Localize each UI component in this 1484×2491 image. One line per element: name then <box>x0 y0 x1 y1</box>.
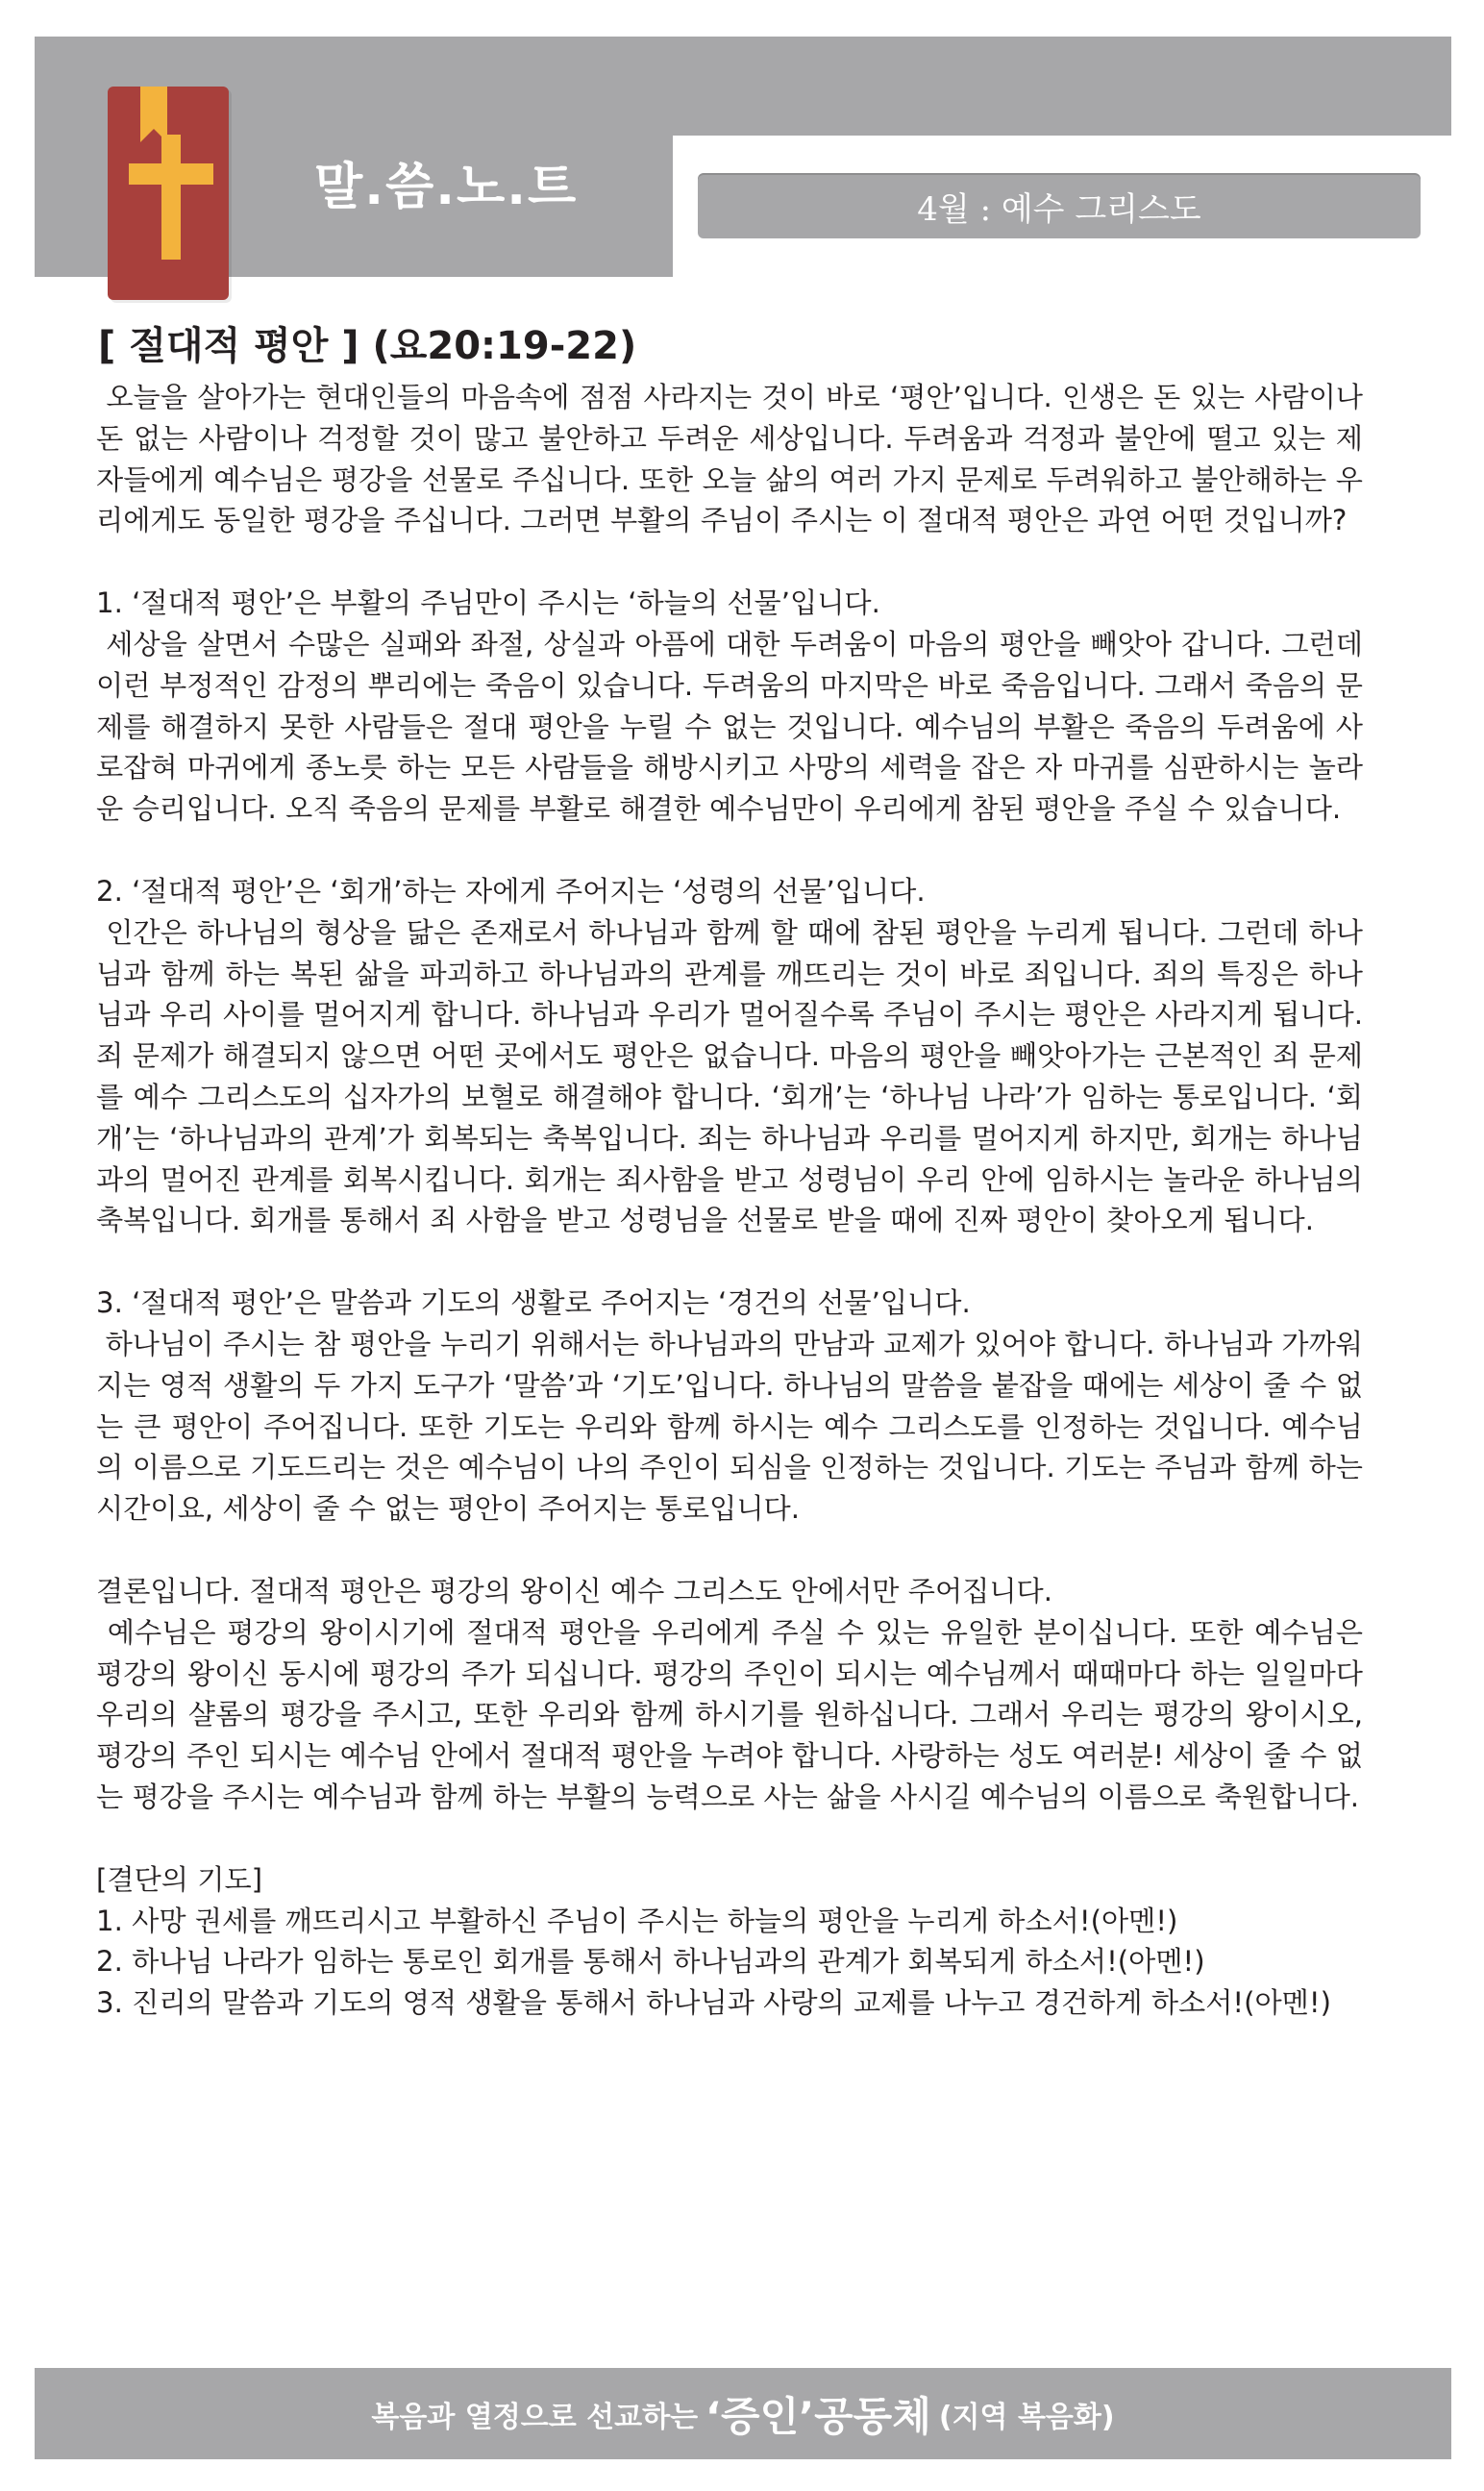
footer-highlight: ‘증인’공동체 <box>705 2392 931 2440</box>
footer-suffix: (지역 복음화) <box>938 2400 1115 2434</box>
conclusion-heading: 결론입니다. 절대적 평안은 평강의 왕이신 예수 그리스도 안에서만 주어집니다. <box>96 1574 1053 1607</box>
prayer-heading: [결단의 기도] <box>96 1862 263 1896</box>
footer-prefix: 복음과 열정으로 선교하는 <box>371 2400 699 2434</box>
point3-paragraph: 하나님이 주시는 참 평안을 누리기 위해서는 하나님과의 만남과 교제가 있어야 합니다. 하나님과 가까워지는 영적 생활의 두 가지 도구가 ‘말씀’과 ‘기도’입니다. 하나님의 말씀을 붙잡을 때에는 세상이 줄 수 없는 큰 평안이 주어집니다. 또한 기도는 우리와 함께 하시는 예수 그리스도를 인정하는 것입니다. 예수님의 이름으로 기도드리는 것은 예수님이 나의 주인이 되심을 인정하는 것입니다. 기도는 주님과 함께 하는 시간이요, 세상이 줄 수 없는 평안이 주어지는 통로입니다. <box>96 1327 1364 1526</box>
prayer-item: 3. 진리의 말씀과 기도의 영적 생활을 통해서 하나님과 사랑의 교제를 나누고 경건하게 하소서!(아멘!) <box>96 1986 1331 2020</box>
bible-icon <box>108 87 229 300</box>
footer-banner <box>35 2368 1451 2459</box>
point2-heading: 2. ‘절대적 평안’은 ‘회개’하는 자에게 주어지는 ‘성령의 선물’입니다. <box>96 874 926 908</box>
intro-paragraph: 오늘을 살아가는 현대인들의 마음속에 점점 사라지는 것이 바로 ‘평안’입니다. 인생은 돈 있는 사람이나 돈 없는 사람이나 걱정할 것이 많고 불안하고 두려운 세상입니다. 두려움과 걱정과 불안에 떨고 있는 제자들에게 예수님은 평강을 선물로 주십니다. 또한 오늘 삶의 여러 가지 문제로 두려워하고 불안해하는 우리에게도 동일한 평강을 주십니다. 그러면 부활의 주님이 주시는 이 절대적 평안은 과연 어떤 것입니까? <box>96 381 1363 537</box>
month-label-text: 4월 : 예수 그리스도 <box>917 189 1201 229</box>
point3-heading: 3. ‘절대적 평안’은 말씀과 기도의 생활로 주어지는 ‘경건의 선물’입니다. <box>96 1286 971 1320</box>
point1-paragraph: 세상을 살면서 수많은 실패와 좌절, 상실과 아픔에 대한 두려움이 마음의 평안을 빼앗아 갑니다. 그런데 이런 부정적인 감정의 뿌리에는 죽음이 있습니다. 두려움의 마지막은 바로 죽음입니다. 그래서 죽음의 문제를 해결하지 못한 사람들은 절대 평안을 누릴 수 없는 것입니다. 예수님의 부활은 죽음의 두려움에 사로잡혀 마귀에게 종노릇 하는 모든 사람들을 해방시키고 사망의 세력을 잡은 자 마귀를 심판하시는 놀라운 승리입니다. 오직 죽음의 문제를 부활로 해결한 예수님만이 우리에게 참된 평안을 주실 수 있습니다. <box>96 627 1363 826</box>
bookmark-icon <box>140 87 167 129</box>
month-label <box>698 173 1421 238</box>
point1-heading: 1. ‘절대적 평안’은 부활의 주님만이 주시는 ‘하늘의 선물’입니다. <box>96 586 880 620</box>
app-title: 말.씀.노.트 <box>314 159 579 216</box>
point2-paragraph: 인간은 하나님의 형상을 닮은 존재로서 하나님과 함께 할 때에 참된 평안을 누리게 됩니다. 그런데 하나님과 함께 하는 복된 삶을 파괴하고 하나님과의 관계를 깨뜨리는 것이 바로 죄입니다. 죄의 특징은 하나님과 우리 사이를 멀어지게 합니다. 하나님과 우리가 멀어질수록 주님이 주시는 평안은 사라지게 됩니다. 죄 문제가 해결되지 않으면 어떤 곳에서도 평안은 없습니다. 마음의 평안을 빼앗아가는 근본적인 죄 문제를 예수 그리스도의 십자가의 보혈로 해결해야 합니다. ‘회개’는 ‘하나님 나라’가 임하는 통로입니다. ‘회개’는 ‘하나님과의 관계’가 회복되는 축복입니다. 죄는 하나님과 우리를 멀어지게 하지만, 회개는 하나님과의 멀어진 관계를 회복시킵니다. 회개는 죄사함을 받고 성령님이 우리 안에 임하시는 놀라운 하나님의 축복입니다. 회개를 통해서 죄 사함을 받고 성령님을 선물로 받을 때에 진짜 평안이 찾아오게 됩니다. <box>96 915 1363 1237</box>
sermon-body <box>96 377 1363 2024</box>
sermon-title: [ 절대적 평안 ] (요20:19-22) <box>98 324 637 368</box>
prayer-item: 1. 사망 권세를 깨뜨리시고 부활하신 주님이 주시는 하늘의 평안을 누리게 하소서!(아멘!) <box>96 1904 1178 1937</box>
conclusion-paragraph: 예수님은 평강의 왕이시기에 절대적 평안을 우리에게 주실 수 있는 유일한 분이십니다. 또한 예수님은 평강의 왕이신 동시에 평강의 주가 되십니다. 평강의 주인이 되시는 예수님께서 때때마다 하는 일일마다 우리의 샬롬의 평강을 주시고, 또한 우리와 함께 하시기를 원하십니다. 그래서 우리는 평강의 왕이시오, 평강의 주인 되시는 예수님 안에서 절대적 평안을 누려야 합니다. 사랑하는 성도 여러분! 세상이 줄 수 없는 평강을 주시는 예수님과 함께 하는 부활의 능력으로 사는 삶을 사시길 예수님의 이름으로 축원합니다. <box>96 1615 1363 1813</box>
prayer-item: 2. 하나님 나라가 임하는 통로인 회개를 통해서 하나님과의 관계가 회복되게 하소서!(아멘!) <box>96 1945 1205 1979</box>
